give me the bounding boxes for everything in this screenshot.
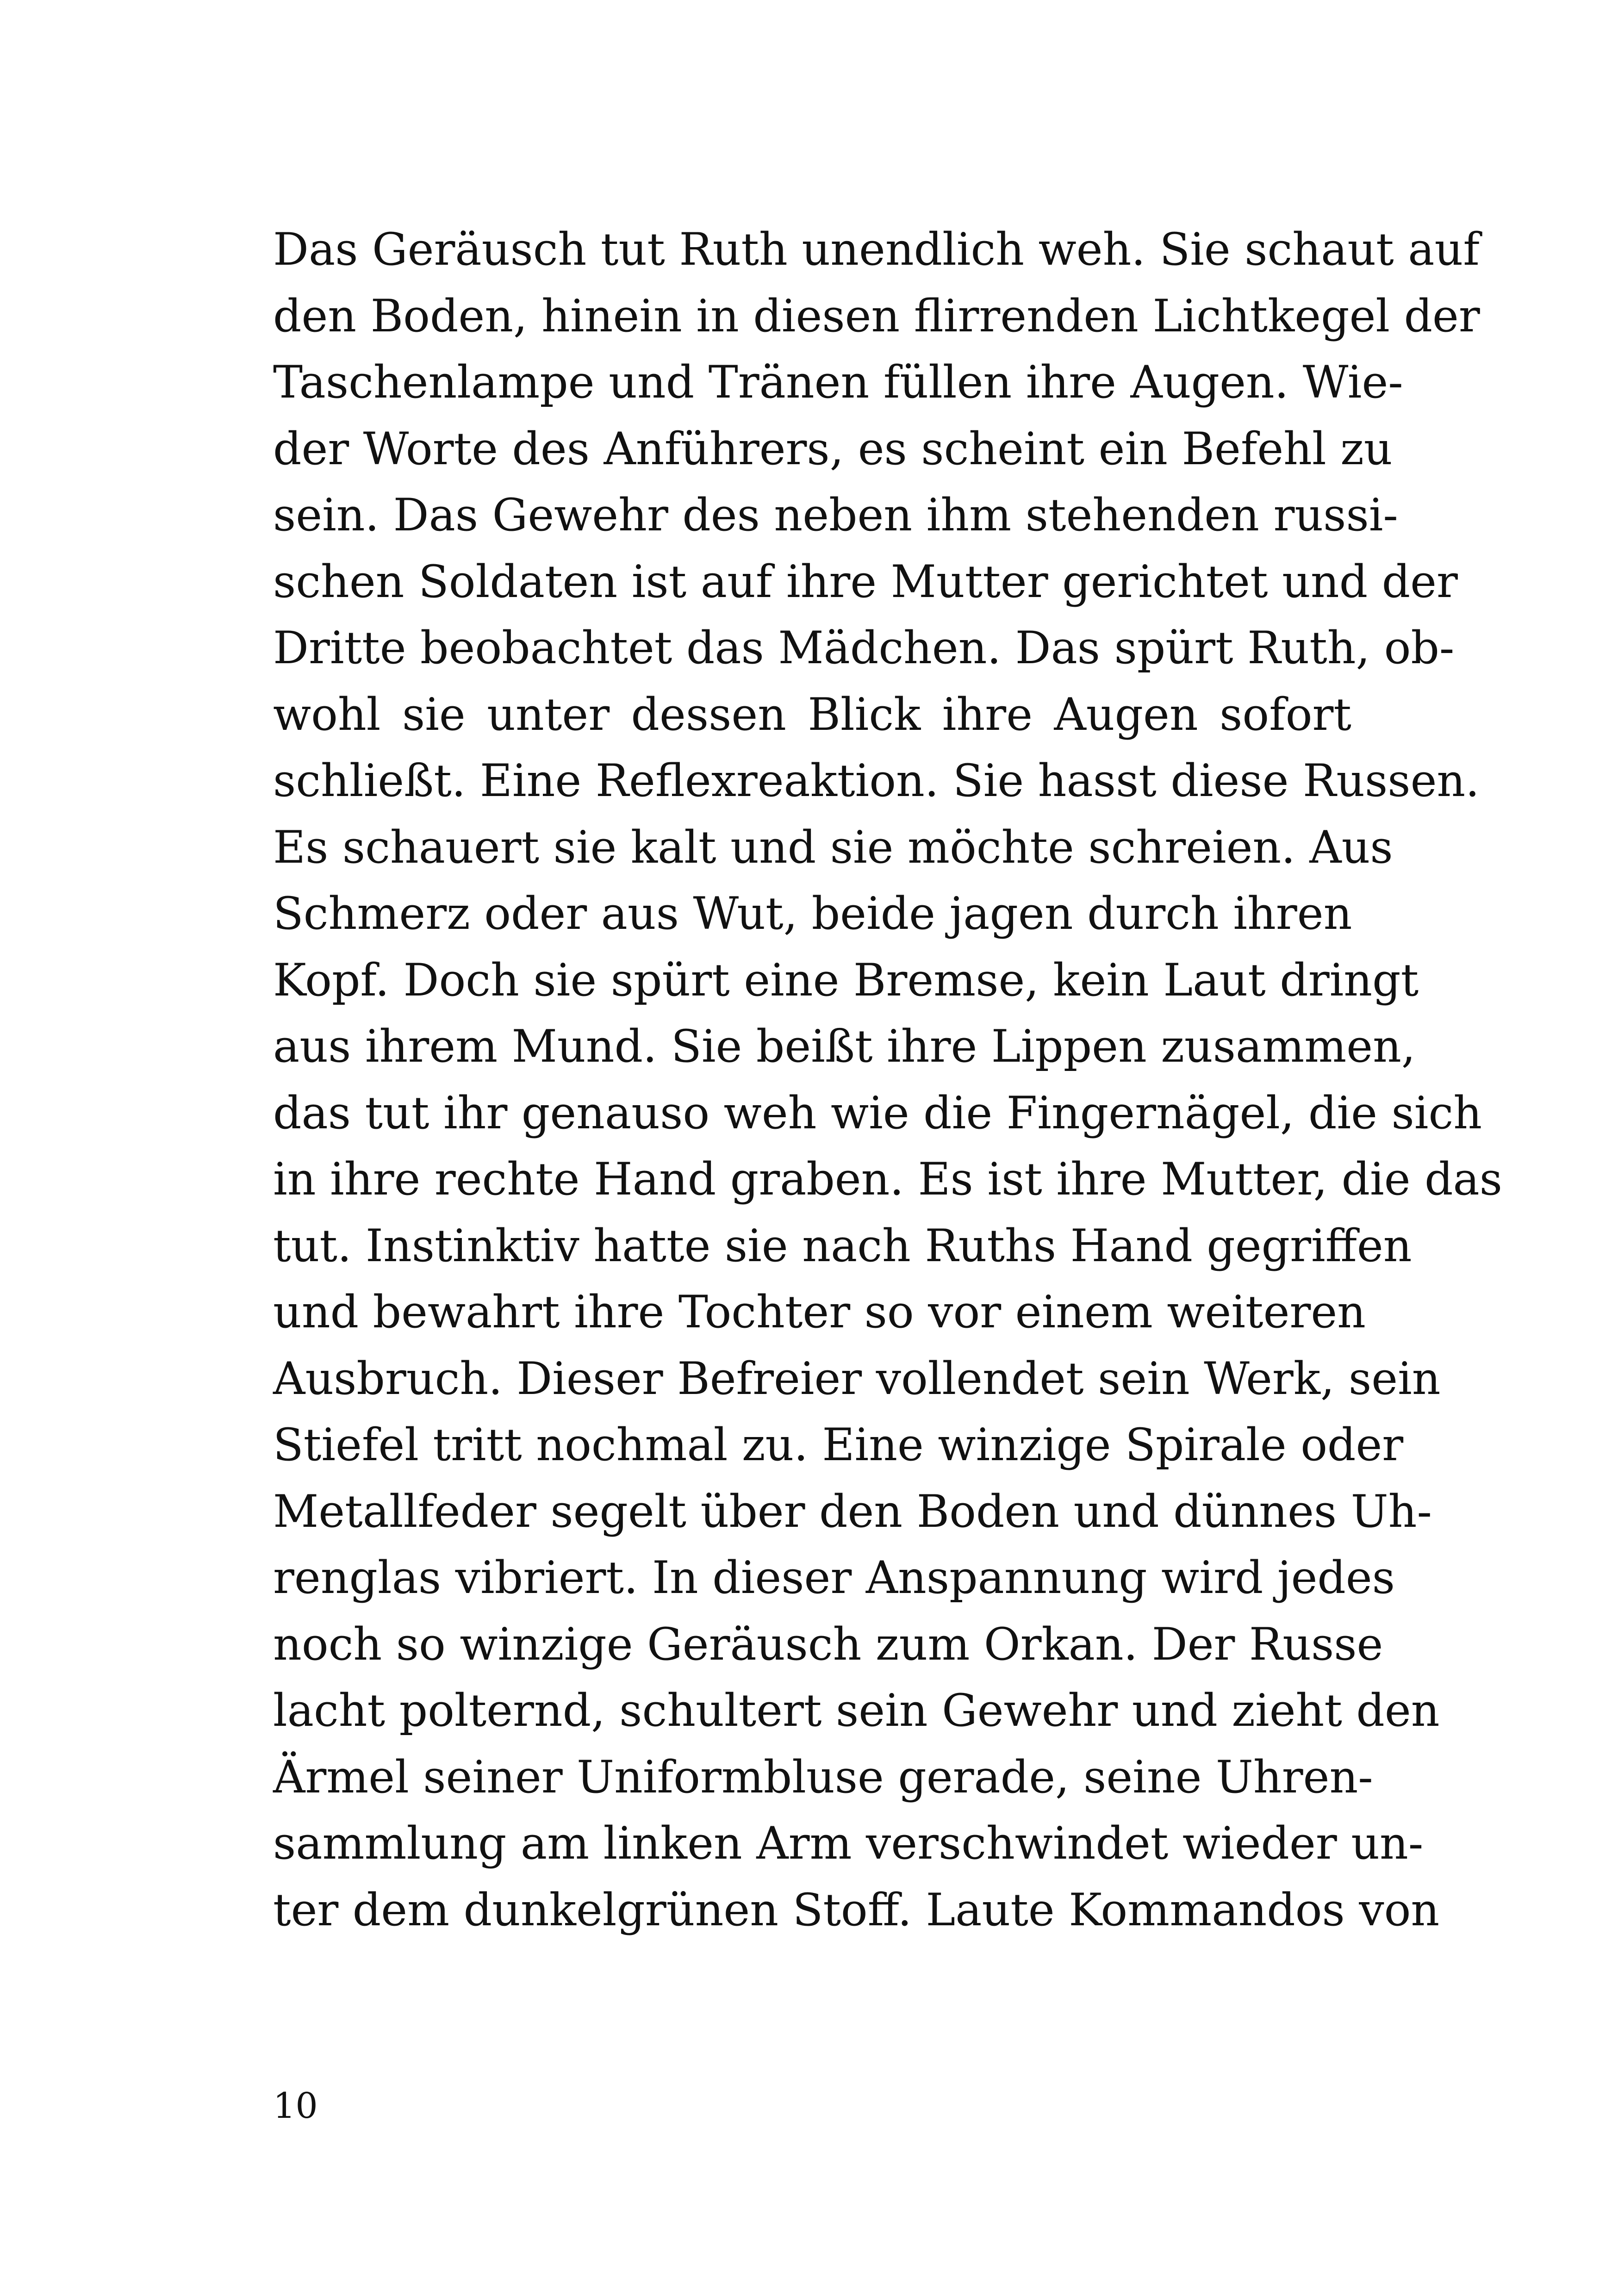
text-line: Dritte beobachtet das Mädchen. Das spürt Ruth, ob-: [273, 622, 1455, 674]
text-line: und bewahrt ihre Tochter so vor einem weiteren: [273, 1286, 1366, 1338]
text-line: sammlung am linken Arm verschwindet wieder un-: [273, 1817, 1424, 1869]
text-line: Taschenlampe und Tränen füllen ihre Augen. Wie-: [273, 356, 1403, 408]
text-line: Ausbruch. Dieser Befreier vollendet sein Werk, sein: [273, 1352, 1441, 1405]
text-line: Schmerz oder aus Wut, beide jagen durch ihren: [273, 888, 1352, 940]
text-line: aus ihrem Mund. Sie beißt ihre Lippen zusammen,: [273, 1020, 1416, 1072]
text-line: das tut ihr genauso weh wie die Fingernägel, die sich: [273, 1087, 1482, 1139]
text-line: den Boden, hinein in diesen flirrenden Lichtkegel der: [273, 290, 1480, 342]
text-line: Metallfeder segelt über den Boden und dünnes Uh-: [273, 1485, 1432, 1537]
text-line: Ärmel seiner Uniformbluse gerade, seine Uhren-: [273, 1751, 1373, 1803]
text-line: wohl sie unter dessen Blick ihre Augen sofort: [273, 688, 1351, 740]
text-line: Das Geräusch tut Ruth unendlich weh. Sie schaut auf: [273, 224, 1480, 275]
text-line: der Worte des Anführers, es scheint ein Befehl zu: [273, 423, 1393, 475]
text-line: schen Soldaten ist auf ihre Mutter gerichtet und der: [273, 555, 1458, 608]
page-number: 10: [273, 2085, 318, 2126]
body-text: [273, 217, 1503, 1943]
text-line: noch so winzige Geräusch zum Orkan. Der Russe: [273, 1618, 1383, 1670]
text-line: ter dem dunkelgrünen Stoff. Laute Kommandos von: [273, 1884, 1440, 1936]
text-line: Kopf. Doch sie spürt eine Bremse, kein Laut dringt: [273, 954, 1419, 1006]
text-line: sein. Das Gewehr des neben ihm stehenden russi-: [273, 489, 1398, 541]
text-line: in ihre rechte Hand graben. Es ist ihre Mutter, die das: [273, 1153, 1503, 1205]
text-line: lacht polternd, schultert sein Gewehr und zieht den: [273, 1685, 1440, 1736]
text-line: Es schauert sie kalt und sie möchte schreien. Aus: [273, 821, 1393, 873]
text-line: renglas vibriert. In dieser Anspannung wird jedes: [273, 1552, 1395, 1604]
text-line: tut. Instinktiv hatte sie nach Ruths Hand gegriffen: [273, 1220, 1412, 1272]
text-line: Stiefel tritt nochmal zu. Eine winzige Spirale oder: [273, 1419, 1404, 1471]
text-line: schließt. Eine Reflexreaktion. Sie hasst diese Russen.: [273, 755, 1480, 807]
